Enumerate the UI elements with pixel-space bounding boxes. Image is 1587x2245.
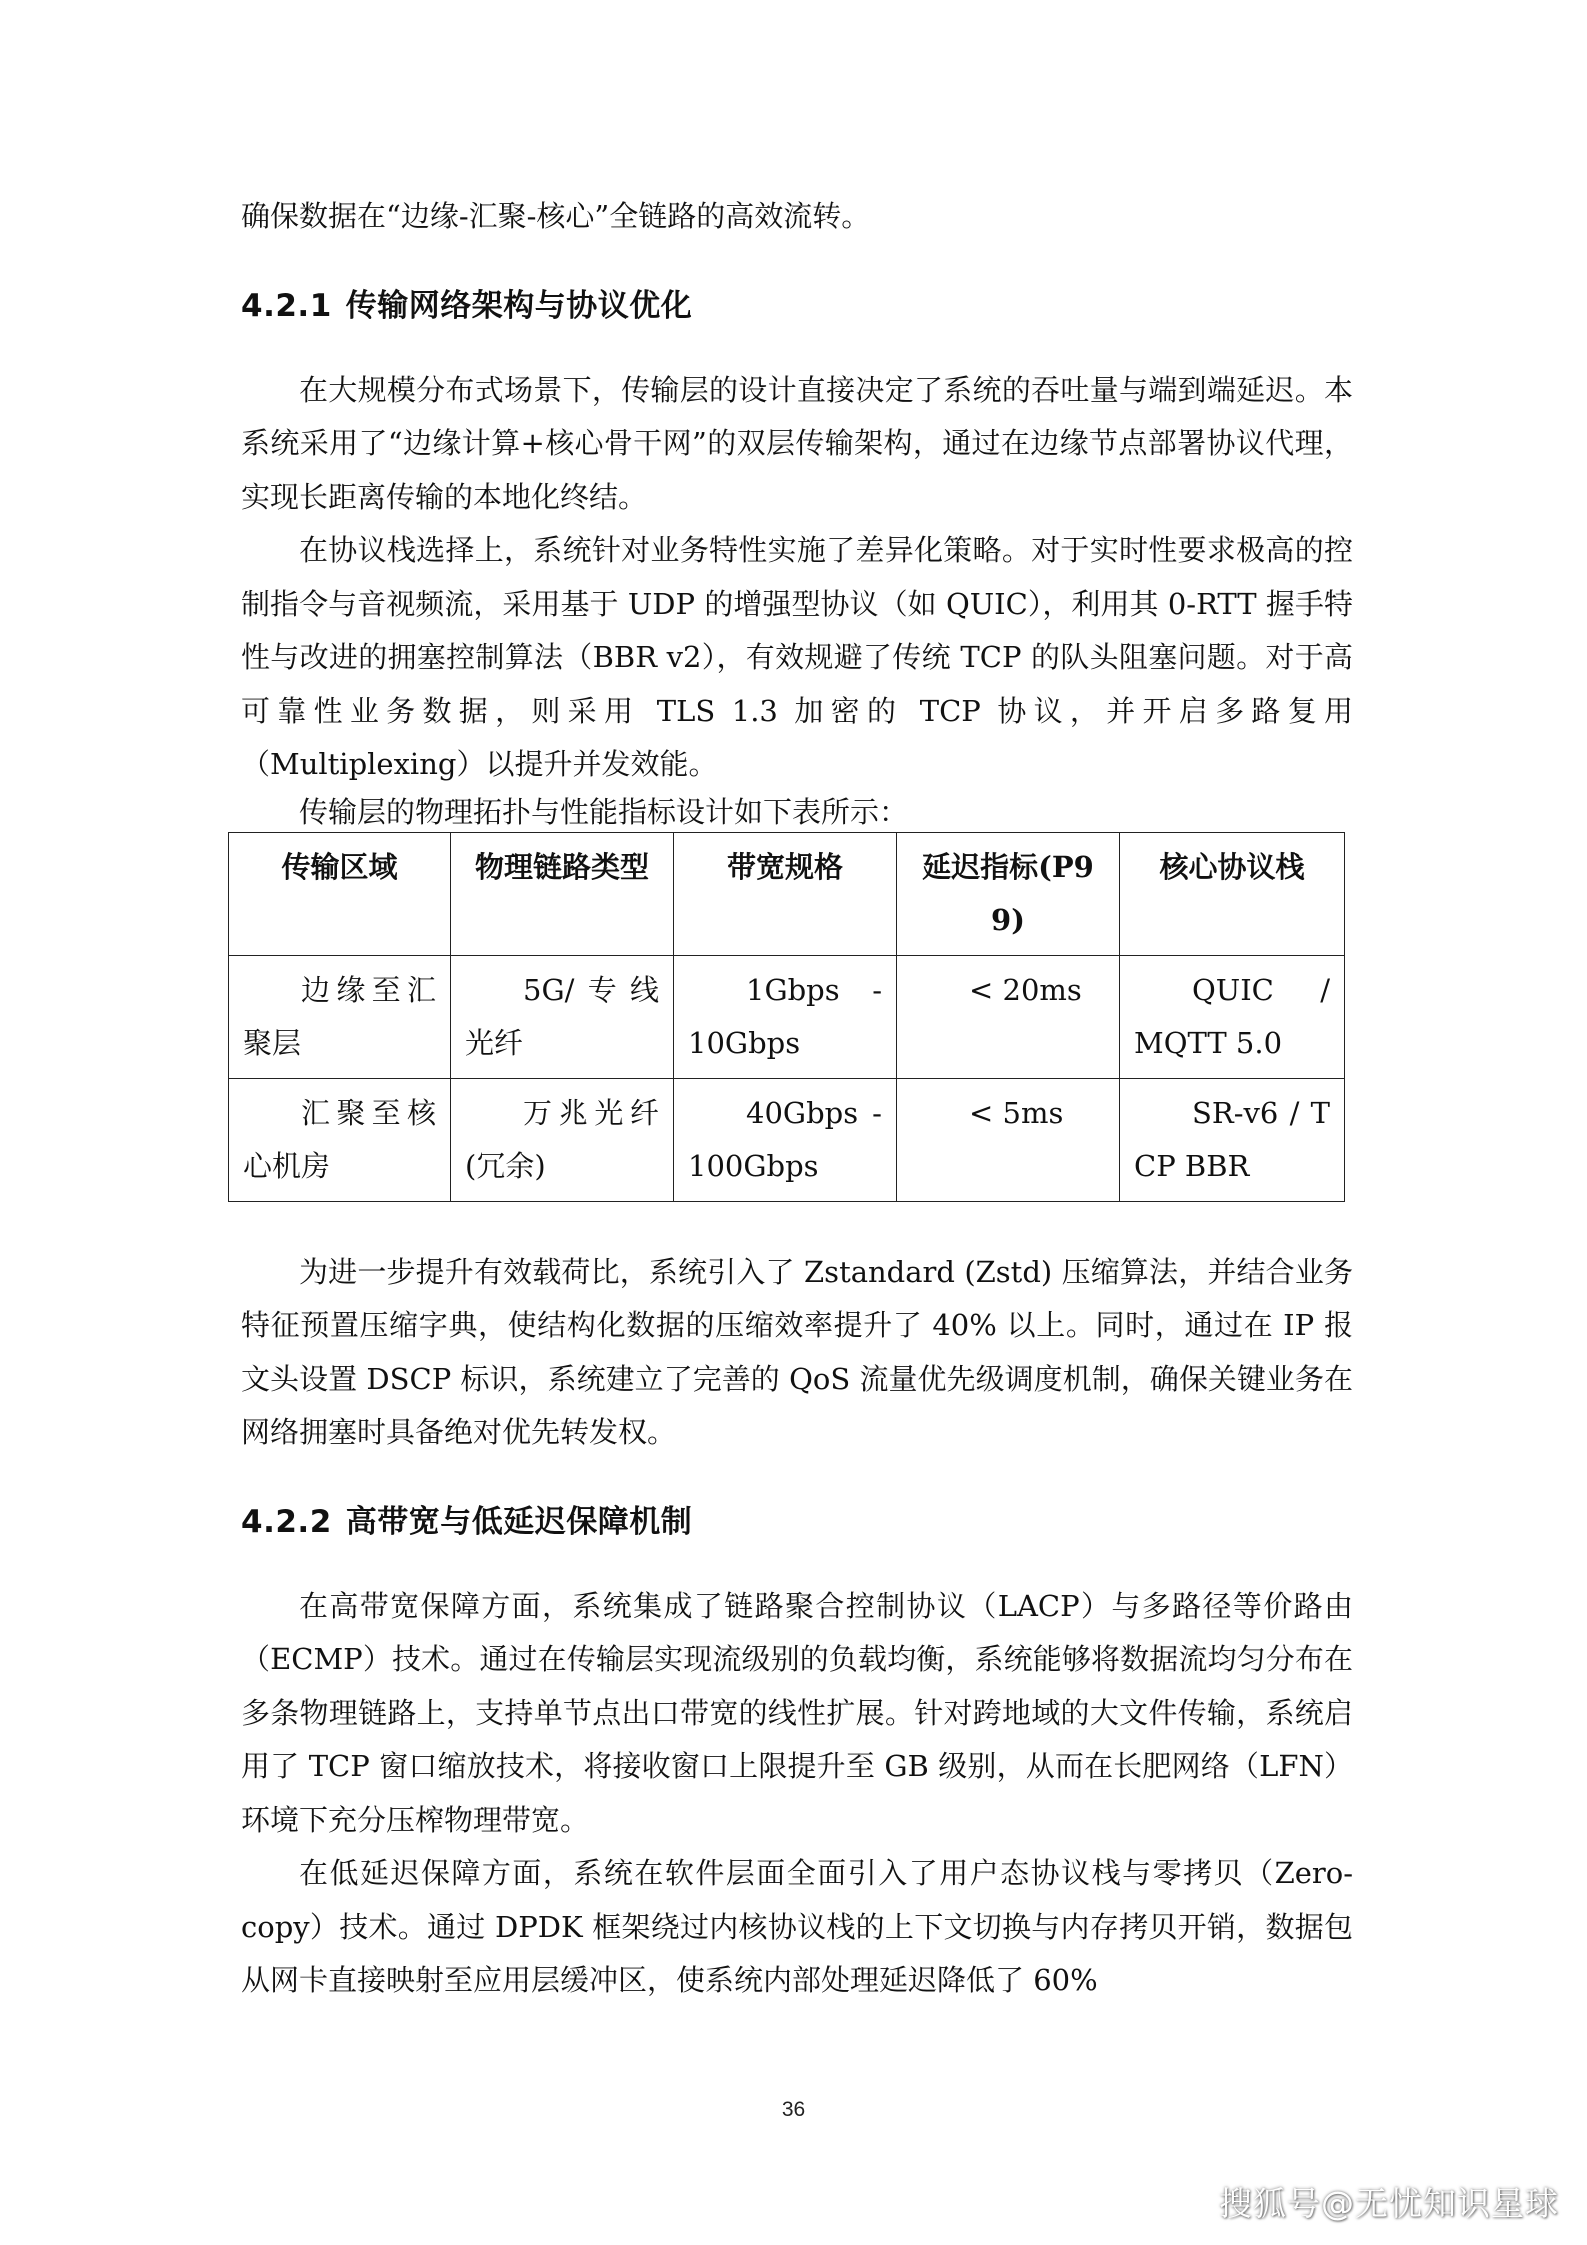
page-number: 36 <box>781 2098 806 2121</box>
table-header-cell: 传输区域 <box>229 832 451 955</box>
table-cell: 5G/专线光纤 <box>451 955 674 1078</box>
table-header-cell: 延迟指标(P99) <box>897 832 1120 955</box>
table-cell: 1Gbps - 10Gbps <box>674 955 897 1078</box>
paragraph: 在低延迟保障方面，系统在软件层面全面引入了用户态协议栈与零拷贝（Zero-copy）技术。通过 DPDK 框架绕过内核协议栈的上下文切换与内存拷贝开销，数据包从网卡直接映射至应用层缓冲区，使系统内部处理延迟降低了 60% <box>241 1856 1353 1997</box>
section-heading-4-2-1 <box>241 286 1353 326</box>
table-row <box>229 955 1345 1078</box>
table-row <box>229 1078 1345 1201</box>
table-cell: 边缘至汇聚层 <box>229 955 451 1078</box>
section-number: 4.2.1 <box>241 287 332 324</box>
table-intro-paragraph: 传输层的物理拓扑与性能指标设计如下表所示： <box>299 794 909 829</box>
paragraph: 在大规模分布式场景下，传输层的设计直接决定了系统的吞吐量与端到端延迟。本系统采用了“边缘计算+核心骨干网”的双层传输架构，通过在边缘节点部署协议代理，实现长距离传输的本地化终结。 <box>241 372 1353 514</box>
table-header-cell: 核心协议栈 <box>1120 832 1345 955</box>
section-heading-4-2-2 <box>241 1502 1353 1542</box>
paragraph: 在高带宽保障方面，系统集成了链路聚合控制协议（LACP）与多路径等价路由（ECMP）技术。通过在传输层实现流级别的负载均衡，系统能够将数据流均匀分布在多条物理链路上，支持单节点出口带宽的线性扩展。针对跨地域的大文件传输，系统启用了 TCP 窗口缩放技术，将接收窗口上限提升至 GB 级别，从而在长肥网络（LFN）环境下充分压榨物理带宽。 <box>241 1588 1353 1837</box>
section-number: 4.2.2 <box>241 1503 332 1540</box>
table-cell: 40Gbps - 100Gbps <box>674 1078 897 1201</box>
table-cell: < 5ms <box>897 1078 1120 1201</box>
table-cell: < 20ms <box>897 955 1120 1078</box>
section-title: 传输网络架构与协议优化 <box>345 287 693 324</box>
table-header-cell: 物理链路类型 <box>451 832 674 955</box>
transport-spec-table <box>228 832 1345 1202</box>
watermark: 搜狐号@无忧知识星球 <box>1219 2184 1559 2223</box>
table-cell: SR-v6 / TCP BBR <box>1120 1078 1345 1201</box>
table-cell: QUIC / MQTT 5.0 <box>1120 955 1345 1078</box>
table-header-row <box>229 832 1345 955</box>
section-title: 高带宽与低延迟保障机制 <box>345 1503 693 1540</box>
table-cell: 万兆光纤(冗余) <box>451 1078 674 1201</box>
page-content <box>241 190 1353 2008</box>
paragraph: 为进一步提升有效载荷比，系统引入了 Zstandard (Zstd) 压缩算法，并结合业务特征预置压缩字典，使结构化数据的压缩效率提升了 40% 以上。同时，通过在 IP 报文头设置 DSCP 标识，系统建立了完善的 QoS 流量优先级调度机制，确保关键业务在网络拥塞时具备绝对优先转发权。 <box>241 1254 1353 1449</box>
continuation-paragraph: 确保数据在“边缘-汇聚-核心”全链路的高效流转。 <box>241 199 871 233</box>
table-header-cell: 带宽规格 <box>674 832 897 955</box>
table-cell: 汇聚至核心机房 <box>229 1078 451 1201</box>
paragraph: 在协议栈选择上，系统针对业务特性实施了差异化策略。对于实时性要求极高的控制指令与音视频流，采用基于 UDP 的增强型协议（如 QUIC），利用其 0-RTT 握手特性与改进的拥塞控制算法（BBR v2），有效规避了传统 TCP 的队头阻塞问题。对于高可靠性业务数据，则采用 TLS 1.3 加密的 TCP 协议，并开启多路复用（Multiplexing）以提升并发效能。 <box>241 533 1353 781</box>
